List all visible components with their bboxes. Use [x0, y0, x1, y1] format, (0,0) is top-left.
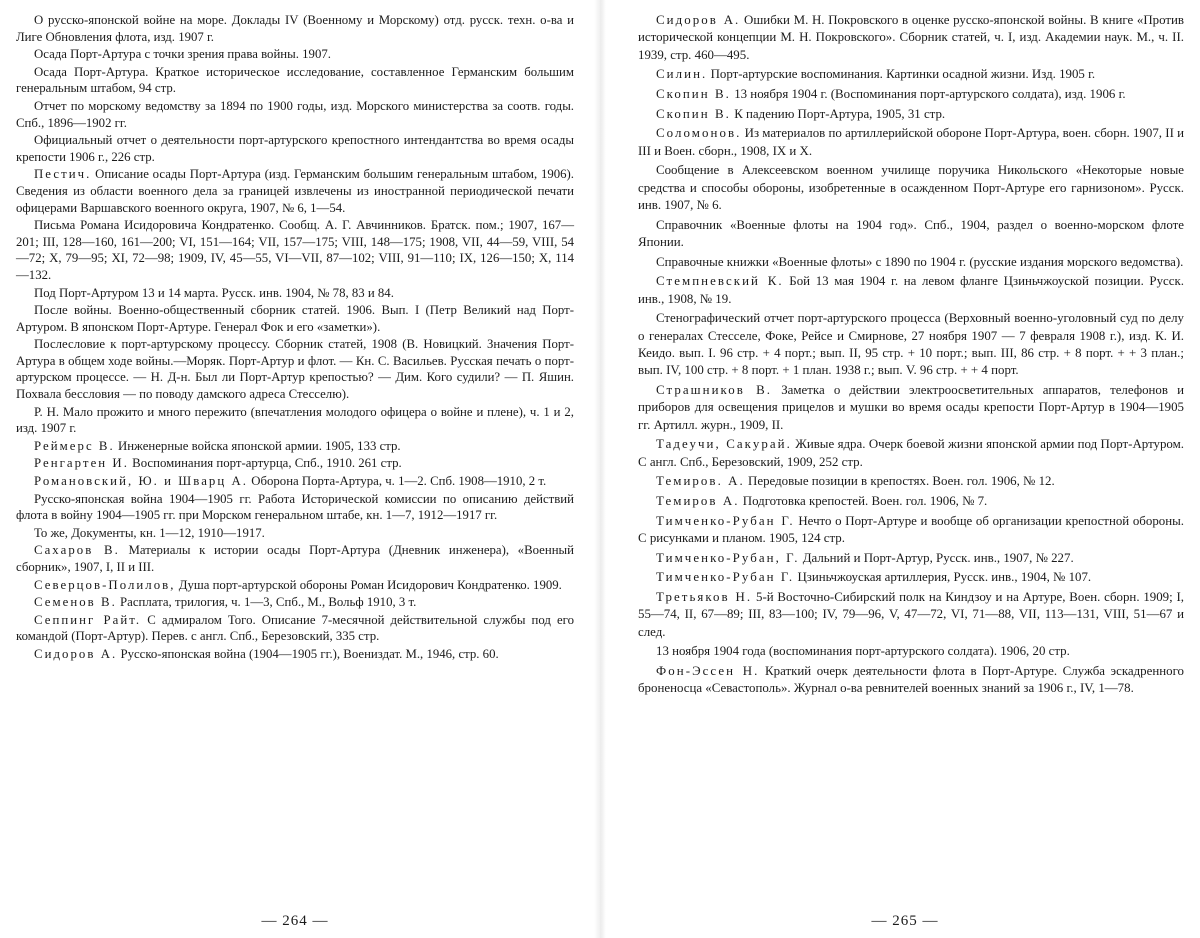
- entry-text: Из материалов по артиллерийской обороне Порт-Артура, воен. сборн. 1907, II и III и Воен. сборн., 1908, IX и X.: [638, 126, 1184, 158]
- bibliography-list: [16, 12, 574, 663]
- bibliography-entry: [16, 473, 574, 490]
- bibliography-entry: [16, 612, 574, 645]
- entry-text: Нечто о Порт-Артуре и вообще об организации крепостной обороны. С рисунками и планом. 1905, 124 стр.: [638, 513, 1184, 545]
- entry-author: Силин.: [656, 67, 708, 82]
- entry-author: Скопин В.: [656, 87, 731, 101]
- entry-text: Официальный отчет о деятельности порт-артурского крепостного интендантства во время осады крепости 1906 г., 226 стр.: [16, 133, 574, 164]
- entry-text: Дальний и Порт-Артур, Русск. инв., 1907, № 227.: [799, 550, 1074, 565]
- bibliography-entry: [16, 46, 574, 63]
- bibliography-entry: [16, 302, 574, 335]
- entry-author: Тимченко-Рубан Г.: [656, 513, 795, 528]
- entry-author: Романовский, Ю. и Шварц А.: [34, 474, 249, 489]
- bibliography-entry: [16, 438, 574, 455]
- bibliography-list: [638, 12, 1184, 698]
- entry-text: Послесловие к порт-артурскому процессу. Сборник статей, 1908 (В. Новицкий. Значения Порт-Артура в общем ходе войны.—Моряк. Порт-Артур и флот. — Кн. С. Васильев. Русская печать о порт-артурском процессе. — Н. Д-н. Был ли Порт-Артур крепостью? — Дим. Кого судили? — П. Яшин. Похвала бессловия — по поводу дамского адреса Стесселю).: [16, 337, 574, 402]
- entry-author: Страшников В.: [656, 383, 773, 397]
- entry-text: Материалы к истории осады Порт-Артура (Дневник инженера), «Военный сборник», 1907, I, II и III.: [16, 543, 574, 574]
- entry-text: Порт-артурские воспоминания. Картинки осадной жизни. Изд. 1905 г.: [707, 67, 1096, 82]
- entry-text: После войны. Военно-общественный сборник статей. 1906. Вып. I (Петр Великий над Порт-Артуром. В японском Порт-Артуре. Генерал Фок и его «заметки»).: [16, 303, 574, 334]
- bibliography-entry: [638, 106, 1184, 123]
- bibliography-entry: [16, 404, 574, 437]
- bibliography-entry: [638, 643, 1184, 660]
- entry-text: Р. Н. Мало прожито и много пережито (впечатления молодого офицера о войне и плене), ч. 1 и 2, изд. 1907 г.: [16, 404, 574, 436]
- book-gutter: [594, 0, 606, 938]
- entry-text: Передовые позиции в крепостях. Воен. гол. 1906, № 12.: [744, 474, 1055, 489]
- entry-author: Сеппинг Райт.: [34, 612, 142, 627]
- bibliography-entry: [16, 525, 574, 542]
- entry-author: Скопин В.: [656, 106, 731, 121]
- bibliography-entry: [638, 382, 1184, 434]
- entry-text: Цзиньчжоуская артиллерия, Русск. инв., 1904, № 107.: [794, 570, 1092, 585]
- entry-text: Справочные книжки «Военные флоты» с 1890 по 1904 г. (русские издания морского ведомства).: [656, 254, 1184, 269]
- bibliography-entry: [638, 86, 1184, 103]
- entry-author: Ренгартен И.: [34, 456, 129, 471]
- entry-text: К падению Порт-Артура, 1905, 31 стр.: [730, 106, 946, 121]
- entry-text: Стенографический отчет порт-артурского процесса (Верховный военно-уголовный суд по делу о генералах Стесселе, Фоке, Рейсе и Смирнове, 27 ноября 1907 — 7 февраля 1908 г.), изд. К. И. Кеидо. вып. I. 96 стр. + 4 порт.; вып. II, 95 стр. + 10 порт.; вып. III, 86 стр. + 8 порт. + + 3 план.; вып. IV, 100 стр. + 8 порт. + 1 план. 1938 г.; вып. V. 96 стр. + + 4 порт.: [638, 311, 1184, 378]
- entry-text: Письма Романа Исидоровича Кондратенко. Сообщ. А. Г. Авчинников. Братск. пом.; 1907, 167—201; III, 128—160, 161—200; VI, 151—164; VII, 157—175; VIII, 148—175; 1908, VII, 44—59, VIII, 54—72; X, 79—95; XI, 72—98; 1909, IV, 45—55, VI—VII, 87—102; VIII, 91—110; IX, 126—150; X, 114—132.: [16, 218, 574, 282]
- bibliography-entry: [16, 64, 574, 97]
- entry-text: Инженерные войска японской армии. 1905, 133 стр.: [114, 438, 401, 453]
- entry-text: То же, Документы, кн. 1—12, 1910—1917.: [34, 525, 265, 540]
- entry-author: Тимченко-Рубан, Г.: [656, 550, 800, 565]
- bibliography-entry: [638, 125, 1184, 160]
- left-page: [0, 0, 590, 938]
- entry-author: Темиров А.: [656, 494, 740, 508]
- entry-text: 13 ноября 1904 года (воспоминания порт-артурского солдата). 1906, 20 стр.: [656, 644, 1070, 659]
- bibliography-entry: [16, 646, 574, 663]
- entry-text: Заметка о действии электроосветительных аппаратов, телефонов и приборов для освещения прицелов и мушки во время осады крепости Порт-Артур в 1904—1905 гг. Артилл. журн., 1909, II.: [638, 383, 1185, 432]
- entry-text: Отчет по морскому ведомству за 1894 по 1900 годы, изд. Морского министерства за соотв. годы. Спб., 1896—1902 гг.: [16, 98, 574, 130]
- bibliography-entry: [638, 513, 1184, 548]
- bibliography-entry: [16, 132, 574, 165]
- entry-author: Сахаров В.: [34, 543, 120, 558]
- bibliography-entry: [16, 594, 574, 611]
- entry-author: Стемпневский К.: [656, 274, 784, 289]
- bibliography-entry: [638, 550, 1184, 567]
- bibliography-entry: [638, 310, 1184, 380]
- bibliography-entry: [638, 663, 1184, 698]
- bibliography-entry: [638, 12, 1184, 64]
- entry-author: Сидоров А.: [656, 13, 741, 27]
- entry-text: Живые ядра. Очерк боевой жизни японской армии под Порт-Артуром. С англ. Спб., Березовский, 1909, 252 стр.: [638, 437, 1184, 469]
- entry-text: Русско-японская война 1904—1905 гг. Работа Исторической комиссии по описанию действий флота в войну 1904—1905 гг. при Морском генеральном штабе, кн. 1—7, 1912—1917 гг.: [16, 491, 574, 523]
- entry-text: С адмиралом Того. Описание 7-месячной действительной службы под его командой (Порт-Артур). Перев. с англ. Спб., Березовский, 335 стр.: [16, 612, 575, 644]
- bibliography-entry: [638, 273, 1184, 308]
- bibliography-entry: [638, 493, 1184, 510]
- bibliography-entry: [16, 98, 574, 131]
- bibliography-entry: [638, 473, 1184, 490]
- entry-author: Семенов В.: [34, 595, 117, 610]
- entry-text: Осада Порт-Артура с точки зрения права войны. 1907.: [34, 47, 331, 62]
- page-number: — 265 —: [871, 913, 939, 929]
- entry-text: Бой 13 мая 1904 г. на левом фланге Цзиньчжоуской позиции. Русск. инв., 1908, № 19.: [638, 274, 1184, 306]
- bibliography-entry: [16, 491, 574, 524]
- entry-text: Справочник «Военные флоты на 1904 год». Спб., 1904, раздел о военно-морском флоте Японии.: [638, 217, 1184, 249]
- entry-text: Ошибки М. Н. Покровского в оценке русско-японской войны. В книге «Против исторической концепции М. Н. Покровского». Сборник статей, ч. I, изд. Академии наук. М., ч. II. 1939, стр. 460—495.: [638, 13, 1185, 62]
- bibliography-entry: [16, 455, 574, 472]
- entry-text: Расплата, трилогия, ч. 1—3, Спб., М., Вольф 1910, 3 т.: [116, 595, 417, 610]
- entry-author: Сидоров А.: [34, 646, 118, 661]
- entry-text: Воспоминания порт-артурца, Спб., 1910. 261 стр.: [128, 456, 402, 471]
- entry-text: 13 ноября 1904 г. (Воспоминания порт-артурского солдата), изд. 1906 г.: [730, 87, 1126, 101]
- bibliography-entry: [16, 542, 574, 575]
- entry-text: Русско-японская война (1904—1905 гг.), Воениздат. М., 1946, стр. 60.: [117, 646, 499, 661]
- bibliography-entry: [16, 166, 574, 216]
- bibliography-entry: [16, 577, 574, 594]
- entry-author: Северцов-Полилов,: [34, 577, 176, 592]
- bibliography-entry: [16, 217, 574, 283]
- entry-author: Темиров. А.: [656, 474, 745, 489]
- bibliography-entry: [638, 254, 1184, 271]
- bibliography-entry: [638, 569, 1184, 586]
- bibliography-entry: [16, 12, 574, 45]
- entry-text: Душа порт-артурской обороны Роман Исидорович Кондратенко. 1909.: [175, 577, 562, 592]
- bibliography-entry: [638, 589, 1184, 641]
- bibliography-entry: [16, 285, 574, 302]
- bibliography-entry: [16, 336, 574, 402]
- entry-author: Соломонов.: [656, 126, 742, 141]
- entry-text: Краткий очерк деятельности флота в Порт-Артуре. Служба эскадренного броненосца «Севастополь». Журнал о-ва ревнителей военных знаний за 1906 г., IV, 1—78.: [638, 663, 1184, 696]
- entry-text: 5-й Восточно-Сибирский полк на Киндзоу и на Артуре, Воен. сборн. 1909; I, 55—74, II, 67—89; III, 83—100; IV, 79—96, V, 47—72, VI, 71—88, VII, 113—131, VIII, 51—67 и след.: [638, 589, 1184, 639]
- entry-author: Третьяков Н.: [656, 589, 753, 604]
- entry-author: Пестич.: [34, 167, 92, 182]
- right-page: [610, 0, 1200, 938]
- entry-text: Оборона Порта-Артура, ч. 1—2. Спб. 1908—1910, 2 т.: [248, 474, 547, 489]
- entry-author: Фон-Эссен Н.: [656, 663, 760, 678]
- entry-author: Тадеучи, Сакурай.: [656, 437, 792, 452]
- page-number: — 264 —: [261, 913, 329, 929]
- entry-text: Описание осады Порт-Артура (изд. Германским большим генеральным штабом, 1906). Сведения из области военного дела за границей извлечены из иностранной периодической печати офицерами Варшавского военного округа, 1907, № 6, 1—54.: [16, 167, 574, 215]
- bibliography-entry: [638, 217, 1184, 252]
- entry-text: Сообщение в Алексеевском военном училище поручика Никольского «Некоторые новые средства и способы обороны, изобретенные в осажденном Порт-Артуре его гарнизоном». Русск. инв. 1907, № 6.: [638, 163, 1184, 212]
- bibliography-entry: [638, 162, 1184, 214]
- bibliography-entry: [638, 66, 1184, 83]
- entry-author: Тимченко-Рубан Г.: [656, 570, 795, 585]
- entry-text: О русско-японской войне на море. Доклады IV (Военному и Морскому) отд. русск. техн. о-ва и Лиге Обновления флота, изд. 1907 г.: [16, 13, 574, 44]
- entry-text: Подготовка крепостей. Воен. гол. 1906, № 7.: [739, 494, 988, 508]
- bibliography-entry: [638, 436, 1184, 471]
- entry-author: Реймерс В.: [34, 438, 115, 453]
- entry-text: Осада Порт-Артура. Краткое историческое исследование, составленное Германским большим генеральным штабом, 94 стр.: [16, 64, 574, 96]
- entry-text: Под Порт-Артуром 13 и 14 марта. Русск. инв. 1904, № 78, 83 и 84.: [34, 285, 394, 300]
